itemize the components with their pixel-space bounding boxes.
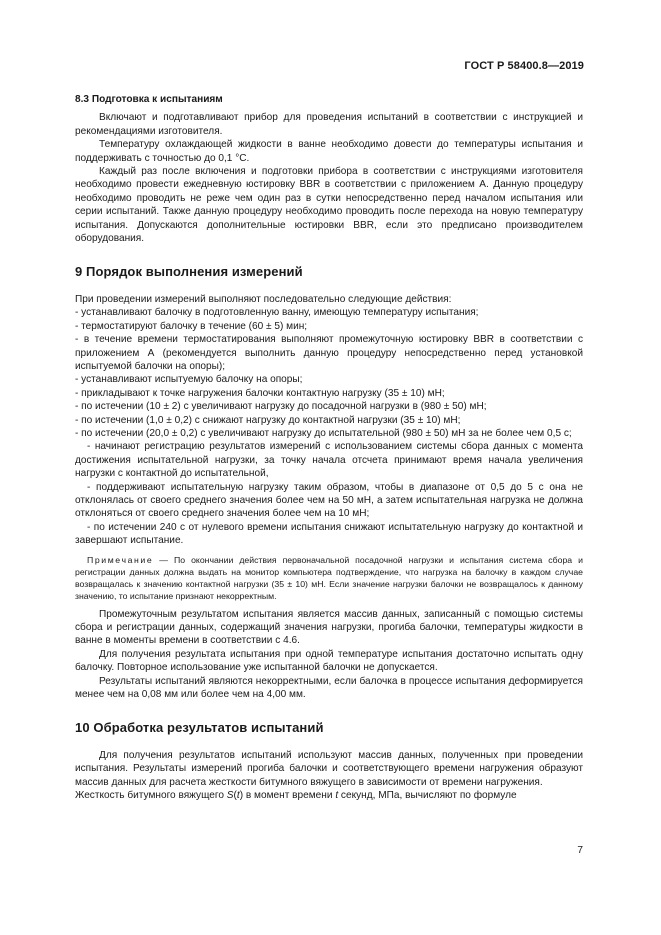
section-8-3-paragraph: Температуру охлаждающей жидкости в ванне необходимо довести до температуры испытания и поддерживать с точностью до 0,1 °С. [75,139,583,164]
procedure-step: - по истечении 240 с от нулевого времени испытания снижают испытательную нагрузку до контактной и завершают испытание. [75,521,583,547]
procedure-step: - поддерживают испытательную нагрузку таким образом, чтобы в диапазоне от 0,5 до 5 с она не отклонялась от своего среднего значения более чем на 50 мН, а затем испытательная нагрузка не должна отклоняться от своего среднего значения более чем на 10 мН; [75,481,583,520]
section-9-paragraph: Для получения результата испытания при одной температуре испытания достаточно испытать одну балочку. Повторное использование уже испытанной балочки не допускается. [75,648,583,674]
section-9-title: 9 Порядок выполнения измерений [75,264,303,280]
procedure-step: - устанавливают испытуемую балочку на опоры; [75,374,303,386]
procedure-step: - в течение времени термостатирования выполняют промежуточную юстировку BBR в соответствии с приложением А (рекомендуется выполнить данную процедуру непосредственно перед установкой испытуемой балочки на опоры); [75,334,583,372]
section-9-paragraph: Промежуточным результатом испытания является массив данных, записанный с помощью системы сбора и регистрации данных, содержащий значения нагрузки, прогиба балочки, температуры жидкости в ванне в моменты времени в соответствии с 4.6. [75,608,583,647]
section-8-3-paragraph: Каждый раз после включения и подготовки прибора в соответствии с инструкциями изготовителя необходимо провести ежедневную юстировку BBR в соответствии с приложением А. Данную процедуру необходимо проводить не реже чем один раз в сутки непосредственно перед началом испытания или серии испытаний. Также данную процедуру необходимо проводить после перехода на новую температуру испытания. Допускаются дополнительные юстировки BBR, если это предписано производителем оборудования. [75,166,583,245]
note-block [75,554,583,602]
note-text: — По окончании действия первоначальной посадочной нагрузки и испытания система сбора и регистрации данных должна выдать на монитор компьютера подтверждение, что нагрузка на балочку в каждом случае возвращалась к значению контактной нагрузки (35 ± 10) мН. Если значение нагрузки балочки не возвращалось к данному значению, то испытание признают некорректным. [75,554,583,601]
procedure-step: - прикладывают к точке нагружения балочки контактную нагрузку (35 ± 10) мН; [75,387,445,399]
procedure-step: - начинают регистрацию результатов измерений с использованием системы сбора данных с момента достижения испытательной нагрузки, за точку начала отсчета принимают время начала увеличения нагрузки с контактной до испытательной, [75,441,583,480]
procedure-step: - по истечении (10 ± 2) с увеличивают нагрузку до посадочной нагрузки в (980 ± 50) мН; [75,401,487,413]
page-number: 7 [577,845,583,856]
section-10-paragraph: Для получения результатов испытаний используют массив данных, полученных при проведении испытания. Результаты измерений прогиба балочки и соответствующего времени нагружения образуют массив данных для расчета жесткости битумного вяжущего в зависимости от времени нагружения. [75,749,583,788]
section-8-3-title: 8.3 Подготовка к испытаниям [75,94,223,105]
procedure-step: - по истечении (20,0 ± 0,2) с увеличивают нагрузку до испытательной (980 ± 50) мН за не более чем 0,5 с; [75,427,572,439]
section-9-intro: При проведении измерений выполняют последовательно следующие действия: [75,293,452,305]
note-label: Примечание [87,554,154,565]
stiffness-formula-intro: Жесткость битумного вяжущего S(t) в момент времени t секунд, МПа, вычисляют по формуле [75,790,517,802]
procedure-step: - устанавливают балочку в подготовленную ванну, имеющую температуру испытания; [75,307,479,319]
procedure-step: - по истечении (1,0 ± 0,2) с снижают нагрузку до контактной нагрузки (35 ± 10) мН; [75,414,461,426]
page-content [75,93,583,802]
procedure-step: - термостатируют балочку в течение (60 ± 5) мин; [75,320,308,332]
section-10-title: 10 Обработка результатов испытаний [75,720,324,736]
document-header-code: ГОСТ Р 58400.8—2019 [464,60,584,72]
section-8-3-paragraph: Включают и подготавливают прибор для проведения испытаний в соответствии с инструкцией и рекомендациями изготовителя. [75,112,583,137]
section-9-paragraph: Результаты испытаний являются некорректными, если балочка в процессе испытания деформируется менее чем на 0,08 мм или более чем на 4,00 мм. [75,675,583,701]
